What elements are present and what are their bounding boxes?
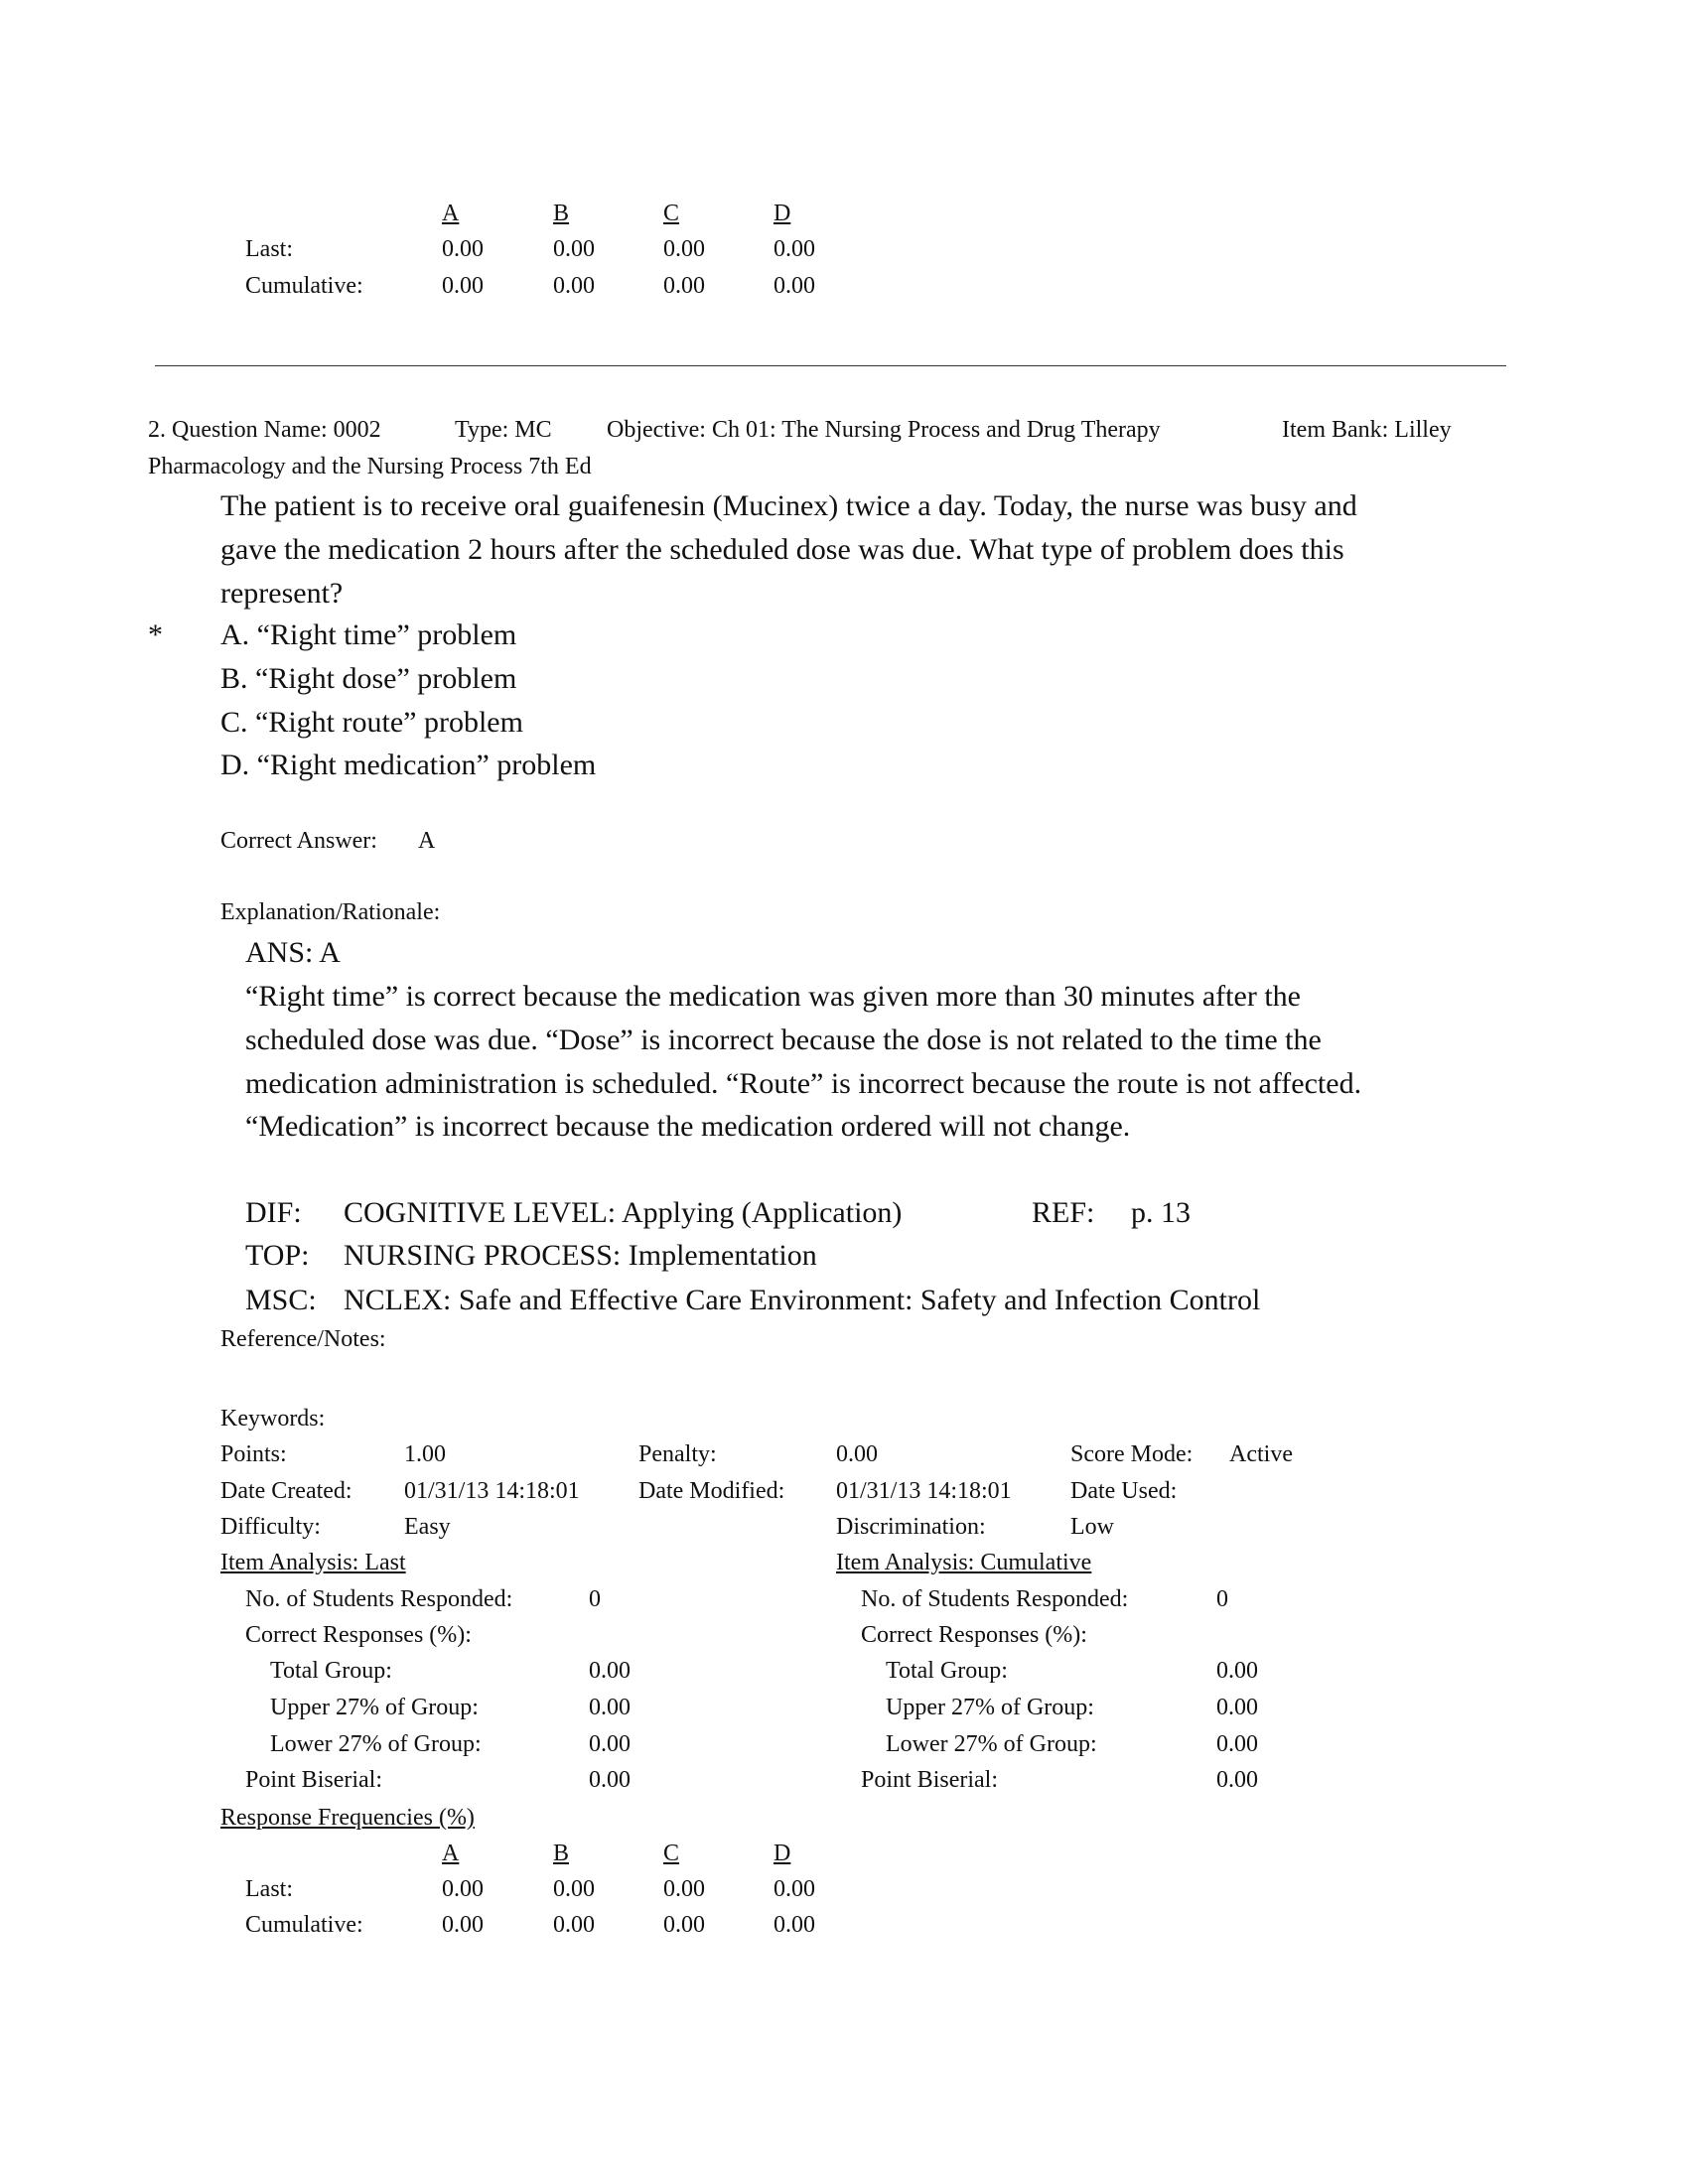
penalty-label: Penalty:: [638, 1441, 717, 1467]
col-header-b: B: [553, 201, 570, 226]
ans: ANS: A: [245, 936, 341, 969]
question-objective: Objective: Ch 01: The Nursing Process and Drug Therapy: [607, 417, 1161, 443]
responded-label: No. of Students Responded:: [245, 1586, 513, 1612]
question-type: Type: MC: [455, 417, 552, 443]
correct-responses-label: Correct Responses (%):: [861, 1622, 1087, 1648]
value: 0.00: [553, 273, 595, 299]
difficulty-value: Easy: [404, 1514, 451, 1540]
date-used-label: Date Used:: [1070, 1478, 1178, 1504]
point-biserial-label: Point Biserial:: [861, 1767, 998, 1793]
upper-group-label: Upper 27% of Group:: [886, 1695, 1094, 1720]
section-title: Item Analysis: Last: [220, 1550, 406, 1575]
col-header-c: C: [663, 201, 680, 226]
last-label: Last:: [245, 1876, 293, 1902]
correct-marker: *: [148, 618, 163, 651]
value: 0.00: [553, 236, 595, 262]
total-group-value: 0.00: [589, 1658, 631, 1684]
discrimination-label: Discrimination:: [836, 1514, 986, 1540]
keywords-label: Keywords:: [220, 1406, 326, 1432]
top-label: TOP:: [245, 1239, 310, 1272]
dif-value: COGNITIVE LEVEL: Applying (Application): [344, 1196, 903, 1229]
option-c: C. “Right route” problem: [220, 706, 523, 739]
point-biserial-value: 0.00: [589, 1767, 631, 1793]
point-biserial-value: 0.00: [1216, 1767, 1258, 1793]
total-group-label: Total Group:: [270, 1658, 392, 1684]
value: 0.00: [442, 273, 484, 299]
date-created-label: Date Created:: [220, 1478, 352, 1504]
lower-group-value: 0.00: [589, 1731, 631, 1757]
stem-line: The patient is to receive oral guaifenesin (Mucinex) twice a day. Today, the nurse was busy and: [220, 489, 1357, 522]
item-bank-continued: Pharmacology and the Nursing Process 7th Ed: [148, 454, 592, 479]
correct-responses-label: Correct Responses (%):: [245, 1622, 472, 1648]
date-modified-value: 01/31/13 14:18:01: [836, 1478, 1012, 1504]
points-value: 1.00: [404, 1441, 446, 1467]
value: 0.00: [442, 1912, 484, 1938]
explanation-line: scheduled dose was due. “Dose” is incorrect because the dose is not related to the time the: [245, 1024, 1322, 1056]
ref-value: p. 13: [1131, 1196, 1191, 1229]
stem-line: represent?: [220, 577, 344, 610]
lower-group-value: 0.00: [1216, 1731, 1258, 1757]
explanation-label: Explanation/Rationale:: [220, 899, 441, 925]
value: 0.00: [663, 1876, 705, 1902]
upper-group-label: Upper 27% of Group:: [270, 1695, 479, 1720]
item-bank: Item Bank: Lilley: [1282, 417, 1452, 443]
responded-value: 0: [1216, 1586, 1228, 1612]
col-header-d: D: [774, 1841, 791, 1866]
option-b: B. “Right dose” problem: [220, 662, 517, 695]
option-d: D. “Right medication” problem: [220, 749, 597, 781]
discrimination-value: Low: [1070, 1514, 1114, 1540]
cumulative-label: Cumulative:: [245, 273, 363, 299]
difficulty-label: Difficulty:: [220, 1514, 321, 1540]
col-header-c: C: [663, 1841, 680, 1866]
value: 0.00: [774, 273, 815, 299]
value: 0.00: [663, 273, 705, 299]
col-header-a: A: [442, 201, 460, 226]
dif-label: DIF:: [245, 1196, 302, 1229]
question-name: 2. Question Name: 0002: [148, 417, 381, 443]
responded-value: 0: [589, 1586, 601, 1612]
divider: [155, 365, 1506, 366]
upper-group-value: 0.00: [589, 1695, 631, 1720]
correct-answer: A: [418, 828, 436, 854]
score-mode-label: Score Mode:: [1070, 1441, 1194, 1467]
points-label: Points:: [220, 1441, 287, 1467]
point-biserial-label: Point Biserial:: [245, 1767, 382, 1793]
explanation-line: medication administration is scheduled. “Route” is incorrect because the route is not affected.: [245, 1067, 1362, 1100]
col-header-d: D: [774, 201, 791, 226]
lower-group-label: Lower 27% of Group:: [886, 1731, 1097, 1757]
option-a: A. “Right time” problem: [220, 618, 517, 651]
msc-value: NCLEX: Safe and Effective Care Environment: Safety and Infection Control: [344, 1284, 1261, 1316]
correct-answer-label: Correct Answer:: [220, 828, 377, 854]
section-title: Response Frequencies (%): [220, 1805, 475, 1831]
last-label: Last:: [245, 236, 293, 262]
value: 0.00: [553, 1912, 595, 1938]
col-header-b: B: [553, 1841, 570, 1866]
reference-notes-label: Reference/Notes:: [220, 1326, 386, 1352]
cumulative-label: Cumulative:: [245, 1912, 363, 1938]
value: 0.00: [774, 1912, 815, 1938]
explanation-line: “Medication” is incorrect because the medication ordered will not change.: [245, 1110, 1131, 1143]
score-mode-value: Active: [1229, 1441, 1293, 1467]
value: 0.00: [663, 236, 705, 262]
value: 0.00: [442, 1876, 484, 1902]
value: 0.00: [442, 236, 484, 262]
upper-group-value: 0.00: [1216, 1695, 1258, 1720]
value: 0.00: [553, 1876, 595, 1902]
total-group-value: 0.00: [1216, 1658, 1258, 1684]
date-modified-label: Date Modified:: [638, 1478, 785, 1504]
penalty-value: 0.00: [836, 1441, 878, 1467]
ref-label: REF:: [1032, 1196, 1095, 1229]
lower-group-label: Lower 27% of Group:: [270, 1731, 482, 1757]
stem-line: gave the medication 2 hours after the scheduled dose was due. What type of problem does this: [220, 533, 1344, 566]
explanation-line: “Right time” is correct because the medication was given more than 30 minutes after the: [245, 980, 1301, 1013]
value: 0.00: [774, 236, 815, 262]
date-created-value: 01/31/13 14:18:01: [404, 1478, 580, 1504]
value: 0.00: [774, 1876, 815, 1902]
col-header-a: A: [442, 1841, 460, 1866]
section-title: Item Analysis: Cumulative: [836, 1550, 1092, 1575]
msc-label: MSC:: [245, 1284, 317, 1316]
responded-label: No. of Students Responded:: [861, 1586, 1129, 1612]
value: 0.00: [663, 1912, 705, 1938]
top-value: NURSING PROCESS: Implementation: [344, 1239, 817, 1272]
total-group-label: Total Group:: [886, 1658, 1008, 1684]
